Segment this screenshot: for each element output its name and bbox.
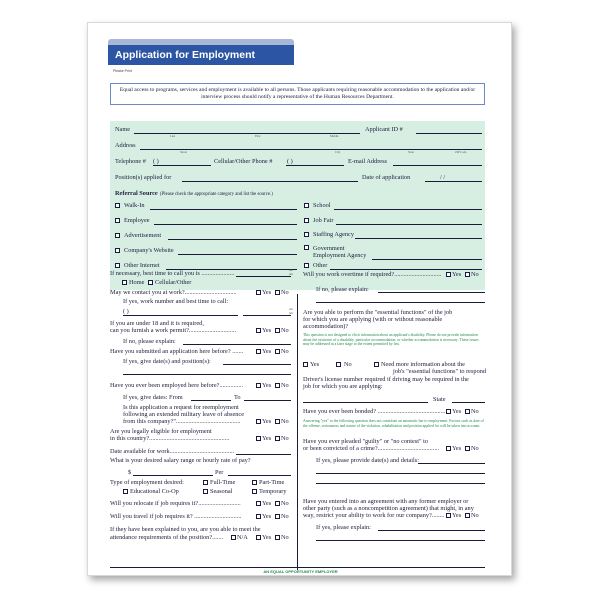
application-sheet [87,22,512,576]
referral-staffing-label: Staffing Agency [313,231,354,238]
referral-jobfair-checkbox[interactable] [304,218,309,223]
essential-yes-label: Yes [310,361,320,368]
employed-before-question: Have you ever been employed here before?............... [110,382,244,389]
contact-work-yes-checkbox[interactable] [256,290,261,295]
referral-school-checkbox[interactable] [304,203,309,208]
eligible-no-label: No [281,435,289,442]
middle-label: Middle [330,134,339,138]
referral-government-field[interactable] [372,259,482,260]
work-time-field[interactable] [243,315,291,316]
travel-yes-label: Yes [262,513,272,520]
attendance-yes-label: Yes [262,534,272,541]
essential-question-3: accommodation)? [303,323,349,330]
employed-yes-checkbox[interactable] [256,383,261,388]
referral-jobfair-field[interactable] [336,224,482,225]
license-number-field[interactable] [303,402,428,403]
position-field[interactable] [182,181,358,182]
referral-school-label: School [313,202,331,209]
essential-no-checkbox[interactable] [336,362,341,367]
license-question-1: Driver's license number required if driving may be required in the [303,376,469,383]
license-state-field[interactable] [452,402,485,403]
agreement-question-3: way, restrict your ability to work for our company?........ [303,512,445,519]
attendance-yes-checkbox[interactable] [256,535,261,540]
first-label: First [255,134,261,138]
referral-internet-checkbox[interactable] [115,263,120,268]
agreement-no-checkbox[interactable] [465,513,470,518]
position-label: Position(s) applied for [115,174,172,181]
date-available-label: Date available for work......................................... [110,448,235,455]
agreement-explain-field[interactable] [378,530,485,531]
referral-website-checkbox[interactable] [115,248,120,253]
agreement-question-2: other party (such as a noncompetition agreement) that might, in any [303,505,474,512]
relocate-no-checkbox[interactable] [275,501,280,506]
work-number-question: If yes, work number and best time to call: [123,298,229,305]
applicant-id-label: Applicant ID # [365,126,403,133]
referral-government-checkbox[interactable] [304,245,309,250]
referral-school-field[interactable] [334,209,482,210]
home-label: Home [129,279,145,286]
address-label: Address [115,142,136,149]
email-field[interactable] [393,165,482,166]
agreement-yes-label: Yes [452,512,462,519]
contact-work-no-checkbox[interactable] [275,290,280,295]
agreement-explain-label: If yes, please explain: [316,524,371,531]
referral-advertisement-checkbox[interactable] [115,233,120,238]
referral-title: Referral Source [115,190,158,197]
reemployment-question-3: from this company?"......................................... [123,418,241,425]
home-checkbox[interactable] [122,280,127,285]
bonded-yes-label: Yes [452,408,462,415]
need-more-info-checkbox[interactable] [374,362,379,367]
guilty-no-label: No [471,445,479,452]
overtime-explain-label: If no, please explain: [316,286,369,293]
equal-access-notice: Equal access to programs, services and employment is available to all persons. Those applicants requiring reasonable accommodation to the application and/or interview process should notify a representative of the Human Resources Department. [110,83,485,105]
date-of-application-label: Date of application [362,174,411,181]
eligible-question-2: in this country?................................................... [110,435,230,442]
page-title: Application for Employment [108,45,294,65]
attendance-no-checkbox[interactable] [275,535,280,540]
referral-jobfair-label: Job Fair [313,217,334,224]
footer-divider [110,567,485,568]
work-am-label: am [289,307,293,311]
cellular-label: Cellular/Other [155,279,192,286]
referral-advertisement-field[interactable] [168,239,297,240]
overtime-yes-label: Yes [452,271,462,278]
guilty-details-field-2[interactable] [316,473,485,474]
pm-label: pm [289,272,293,276]
applied-no-checkbox[interactable] [275,349,280,354]
referral-government-label: Government [313,245,345,252]
salary-amount-field[interactable] [133,475,213,476]
guilty-no-checkbox[interactable] [465,446,470,451]
cell-field[interactable] [286,165,344,166]
guilty-question-1: Have you ever pleaded "guilty" or "no contest" to [303,438,428,445]
eligible-no-checkbox[interactable] [275,436,280,441]
referral-government-label-2: Employment Agency [313,252,367,259]
work-number-field[interactable] [123,315,238,316]
agreement-yes-checkbox[interactable] [446,513,451,518]
reemployment-no-label: No [281,418,289,425]
reemployment-no-checkbox[interactable] [275,419,280,424]
referral-employee-checkbox[interactable] [115,218,120,223]
contact-work-question: May we contact you at work?................................. [110,289,237,296]
agreement-question-1: Have you entered into an agreement with any former employer or [303,498,469,505]
guilty-details-field-3[interactable] [316,483,485,484]
referral-staffing-checkbox[interactable] [304,232,309,237]
dates-to-field[interactable] [244,400,291,401]
eligible-yes-checkbox[interactable] [256,436,261,441]
travel-no-checkbox[interactable] [275,514,280,519]
employed-yes-label: Yes [262,382,272,389]
guilty-question-2: or been convicted of a crime?....................................... [303,445,440,452]
travel-yes-checkbox[interactable] [256,514,261,519]
attendance-question-2: attendance requirements of the position?....... [110,534,224,541]
essential-question-2: for which you are applying (with or without reasonable [303,316,443,323]
fulltime-label: Full-Time [210,479,236,486]
salary-question: What is your desired salary range or hourly rate of pay? [110,457,251,464]
parttime-checkbox[interactable] [252,480,257,485]
permit-yes-checkbox[interactable] [256,328,261,333]
am-label: am [289,268,293,272]
attendance-na-checkbox[interactable] [231,535,236,540]
applied-yes-checkbox[interactable] [256,349,261,354]
referral-walkin-label: Walk-In [124,202,145,209]
applied-before-question: Have you submitted an application here before? ....... [110,348,244,355]
cell-area: ( ) [287,158,293,165]
permit-yes-label: Yes [262,327,272,334]
referral-staffing-field[interactable] [355,238,482,239]
bonded-no-checkbox[interactable] [465,409,470,414]
date-available-field[interactable] [236,454,291,455]
bonded-yes-checkbox[interactable] [446,409,451,414]
guilty-details-field[interactable] [418,463,485,464]
relocate-no-label: No [281,500,289,507]
license-state-label: State [433,396,446,403]
reemployment-yes-checkbox[interactable] [256,419,261,424]
reemployment-yes-label: Yes [262,418,272,425]
permit-explain-field[interactable] [183,344,291,345]
attendance-no-label: No [281,534,289,541]
work-number-area: ( ) [123,308,129,315]
relocate-yes-checkbox[interactable] [256,501,261,506]
overtime-question: Will you work overtime if required?.............................. [303,271,442,278]
dates-to-label: To [234,394,241,401]
reemployment-question-1: Is this application a request for reemployment [123,404,239,411]
referral-employee-label: Employee [124,217,150,224]
guilty-details-label: If yes, please provide date(s) and details: [316,457,419,464]
applied-dates-label: If yes, give date(s) and position(s): [123,358,211,365]
attendance-question-1: If they have been explained to you, are you able to meet the [110,526,261,533]
email-label: E-mail Address [348,158,387,165]
permit-no-checkbox[interactable] [275,328,280,333]
coop-checkbox[interactable] [123,489,128,494]
referral-other-field[interactable] [330,269,482,270]
parttime-label: Part-Time [259,479,285,486]
referral-advertisement-label: Advertisement [124,232,162,239]
conviction-note: Answering "yes" to the following question does not constitute an automatic bar to employment. Factors such as date of the offense, seriousness and nature of the violation, rehabilitation and position applied for will be taken into account. [303,419,484,428]
telephone-field[interactable] [153,165,211,166]
overtime-explain-field[interactable] [378,292,485,293]
applied-yes-label: Yes [262,348,272,355]
coop-label: Educational Co-Op [130,488,179,495]
salary-dollar: $ [128,469,132,476]
permit-explain-label: If no, please explain: [123,338,176,345]
bonded-no-label: No [471,408,479,415]
under18-question-1: If you are under 18 and it is required, [110,320,204,327]
applied-dates-field[interactable] [223,364,291,365]
name-label: Name [115,126,131,133]
overtime-no-checkbox[interactable] [465,272,470,277]
reemployment-question-2: following an extended military leave of absence [123,411,244,418]
best-time-field[interactable] [236,276,291,277]
guilty-yes-label: Yes [452,445,462,452]
work-pm-label: pm [289,311,293,315]
seasonal-checkbox[interactable] [203,489,208,494]
need-more-info-label-2: job's "essential functions" to respond [393,368,487,375]
city-label: City [335,150,341,154]
please-print-note: Please Print [113,69,132,73]
telephone-area: ( ) [153,158,159,165]
contact-work-yes-label: Yes [262,289,272,296]
overtime-yes-checkbox[interactable] [446,272,451,277]
referral-internet-label: Other Internet [124,262,160,269]
zip-label: ZIP Code [455,150,467,154]
referral-other-checkbox[interactable] [304,263,309,268]
agreement-no-label: No [471,512,479,519]
seasonal-label: Seasonal [210,488,233,495]
best-time-question: If necessary, best time to call you is ..................... [110,270,235,277]
salary-per-label: Per [215,469,224,476]
eligible-yes-label: Yes [262,435,272,442]
essential-no-label: No [344,361,352,368]
eligible-question-1: Are you legally eligible for employment [110,428,212,435]
applicant-info-section [110,121,485,290]
essential-question-1: Are you able to perform the "essential functions" of the job [303,309,453,316]
referral-employee-field[interactable] [154,224,297,225]
agreement-explain-field-2[interactable] [316,540,485,541]
equal-opportunity-footer: AN EQUAL OPPORTUNITY EMPLOYER [263,569,338,574]
cell-label: Cellular/Other Phone # [214,158,273,165]
need-more-info-label-1: Need more information about the [381,361,465,368]
street-label: Street [180,150,187,154]
address-field[interactable] [140,149,482,150]
telephone-label: Telephone # [115,158,146,165]
referral-hint: (Please check the appropriate category and list the source.) [160,191,273,197]
travel-question: Will you travel if job requires it? .............................. [110,513,242,520]
contact-work-no-label: No [281,289,289,296]
essential-yes-checkbox[interactable] [303,362,308,367]
referral-other-label: Other [313,262,328,269]
salary-per-field[interactable] [228,475,291,476]
employed-no-label: No [281,382,289,389]
fulltime-checkbox[interactable] [203,480,208,485]
license-question-2: job for which you are applying: [303,383,383,390]
column-divider [297,294,298,570]
dates-from-field[interactable] [191,400,231,401]
referral-walkin-checkbox[interactable] [115,203,120,208]
state-label: State [408,150,414,154]
under18-question-2: can you furnish a work permit?.............................. [110,327,237,334]
date-of-application-slashes: / / [440,174,446,181]
referral-website-field[interactable] [178,254,297,255]
referral-website-label: Company's Website [124,247,174,254]
permit-no-label: No [281,327,289,334]
referral-walkin-field[interactable] [150,209,297,210]
employment-type-label: Type of employment desired: [110,479,184,486]
date-of-application-field[interactable] [425,181,482,182]
temporary-label: Temporary [259,488,287,495]
applicant-id-field[interactable] [416,133,482,134]
guilty-yes-checkbox[interactable] [446,446,451,451]
attendance-na-label: N/A [237,534,248,541]
overtime-explain-field-2[interactable] [316,302,485,303]
last-label: Last [170,134,176,138]
overtime-no-label: No [471,271,479,278]
cellular-checkbox[interactable] [148,280,153,285]
employed-no-checkbox[interactable] [275,383,280,388]
bonded-question: Have you ever been bonded? ........................................... [303,408,446,415]
relocate-question: Will you relocate if job requires it?........................... [110,500,241,507]
dates-from-label: If yes, give dates: From [123,394,183,401]
applied-no-label: No [281,348,289,355]
temporary-checkbox[interactable] [252,489,257,494]
disability-note: This question is not designed to elicit information about an applicant's disability. Please do not provide information about the existence of a disability, particular accommodation, or whether accommodation is necessary. These issues may be addressed at a later stage to the extent permitted by law. [303,333,479,347]
travel-no-label: No [281,513,289,520]
applied-dates-field-2[interactable] [123,374,291,375]
name-field[interactable] [134,133,360,134]
relocate-yes-label: Yes [262,500,272,507]
